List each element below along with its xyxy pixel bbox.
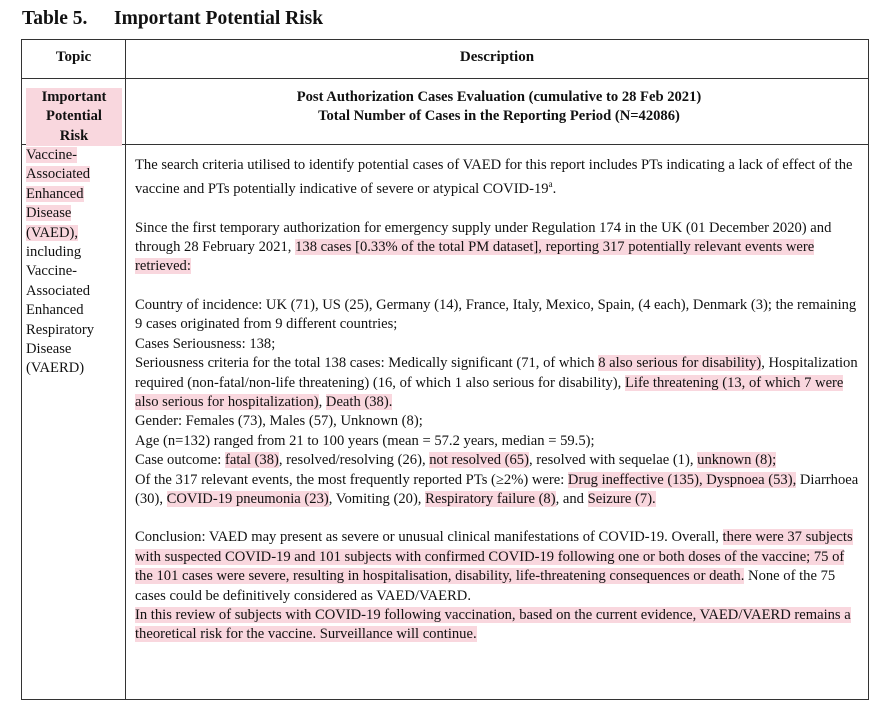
- text: , Vomiting (20),: [328, 490, 426, 507]
- risk-label-line: Risk: [26, 127, 122, 146]
- description-header: Description: [459, 49, 535, 65]
- gender-line: Gender: Females (73), Males (57), Unknown (8);: [135, 413, 423, 430]
- highlight: Death (38).: [325, 393, 393, 410]
- authorization-paragraph: [135, 219, 863, 277]
- risk-name-line: including: [26, 244, 82, 261]
- risk-name-line: Associated: [26, 166, 91, 183]
- risk-name-line: Associated: [26, 282, 91, 299]
- risk-name-line: Vaccine-: [26, 263, 78, 280]
- risk-label-line: Important: [26, 88, 122, 107]
- pts-line: [135, 471, 863, 510]
- text: .: [552, 181, 557, 198]
- column-divider: [125, 40, 126, 699]
- text: Diarrhoea (30),: [135, 471, 859, 507]
- description-body: [135, 156, 863, 645]
- highlight: Respiratory failure (8): [425, 490, 556, 507]
- text: Since the first temporary authorization for emergency supply under Regulation 174 in the UK (01 December 2020) and through 28 February 2021,: [135, 219, 832, 256]
- text: , resolved/resolving (26),: [278, 452, 430, 469]
- text: ,: [318, 393, 326, 410]
- highlight: Seizure (7).: [587, 490, 656, 507]
- table-title: [22, 8, 323, 30]
- highlight: In this review of subjects with COVID-19 following vaccination, based on the current evidence, VAED/VAERD remains a theoretical risk for the vaccine. Surveillance will continue.: [135, 606, 851, 643]
- country-line: Country of incidence: UK (71), US (25), Germany (14), France, Italy, Mexico, Spain, (4 each), Denmark (3); the remaining 9 cases originated from 9 different countries;: [135, 296, 857, 333]
- outcome-line: [135, 451, 863, 470]
- conclusion-paragraph: [135, 528, 863, 606]
- text: Of the 317 relevant events, the most frequently reported PTs (≥2%) were:: [135, 471, 568, 488]
- topic-header: Topic: [55, 49, 92, 65]
- footnote-marker: a: [548, 179, 553, 190]
- risk-name-line: (VAED),: [26, 224, 79, 241]
- text: , Hospitalization required (non-fatal/non-life threatening) (16, of which 1 also serious for disability),: [135, 355, 858, 391]
- highlight: unknown (8);: [697, 452, 777, 469]
- highlight: 138 cases [0.33% of the total PM dataset], reporting 317 potentially relevant events were retrieved:: [135, 239, 815, 275]
- highlight: fatal (38): [224, 452, 279, 469]
- evaluation-line-1: Post Authorization Cases Evaluation (cumulative to 28 Feb 2021): [296, 89, 702, 105]
- text: , and: [555, 490, 588, 507]
- table-number: Table 5.: [22, 8, 88, 29]
- surveillance-paragraph: [135, 606, 863, 645]
- table-title-text: Important Potential Risk: [114, 8, 324, 29]
- search-criteria-paragraph: [135, 156, 863, 200]
- highlight: 8 also serious for disability): [598, 355, 762, 372]
- section-divider: [22, 144, 868, 145]
- text: The search criteria utilised to identify potential cases of VAED for this report includes PTs indicating a lack of effect of the vaccine and PTs potentially indicative of severe or atypical COVID-19: [135, 157, 853, 198]
- risk-name-line: Vaccine-: [26, 147, 78, 163]
- evaluation-line-2: Total Number of Cases in the Reporting Period (N=42086): [318, 108, 680, 124]
- risk-label-line: Potential: [26, 107, 122, 126]
- text: Case outcome:: [135, 452, 225, 469]
- seriousness-line: Cases Seriousness: 138;: [135, 335, 276, 352]
- age-line: Age (n=132) ranged from 21 to 100 years (mean = 57.2 years, median = 59.5);: [135, 432, 595, 449]
- highlight: Drug ineffective (135), Dyspnoea (53),: [567, 471, 797, 488]
- risk-name-line: Enhanced: [26, 185, 84, 202]
- header-divider: [22, 78, 868, 79]
- risk-name-line: Enhanced: [26, 302, 84, 319]
- text: None of the 75 cases could be definitively considered as VAED/VAERD.: [135, 568, 836, 604]
- risk-name-line: Disease: [26, 205, 72, 222]
- highlight: there were 37 subjects with suspected COVID-19 and 101 subjects with confirmed COVID-19 following one or both doses of the vaccine; 75 of the 101 cases were severe, resulting in hospitalisation, disability, life-threatening consequences or death.: [135, 529, 853, 585]
- evaluation-heading: [135, 88, 863, 126]
- risk-name-cell: [26, 146, 122, 379]
- highlight: not resolved (65): [429, 452, 529, 469]
- risk-name-line: (VAERD): [26, 360, 85, 377]
- risk-table: [21, 39, 869, 700]
- risk-label-cell: [26, 88, 122, 146]
- highlight: COVID-19 pneumonia (23): [166, 490, 329, 507]
- highlight: Life threatening (13, of which 7 were also serious for hospitalization): [135, 374, 844, 410]
- text: Conclusion: VAED may present as severe or unusual clinical manifestations of COVID-19. Overall,: [135, 529, 723, 546]
- risk-name-line: Disease: [26, 341, 72, 358]
- text: Seriousness criteria for the total 138 cases: Medically significant (71, of which: [135, 355, 599, 372]
- criteria-line: [135, 354, 863, 412]
- text: , resolved with sequelae (1),: [528, 452, 698, 469]
- risk-name-line: Respiratory: [26, 321, 95, 338]
